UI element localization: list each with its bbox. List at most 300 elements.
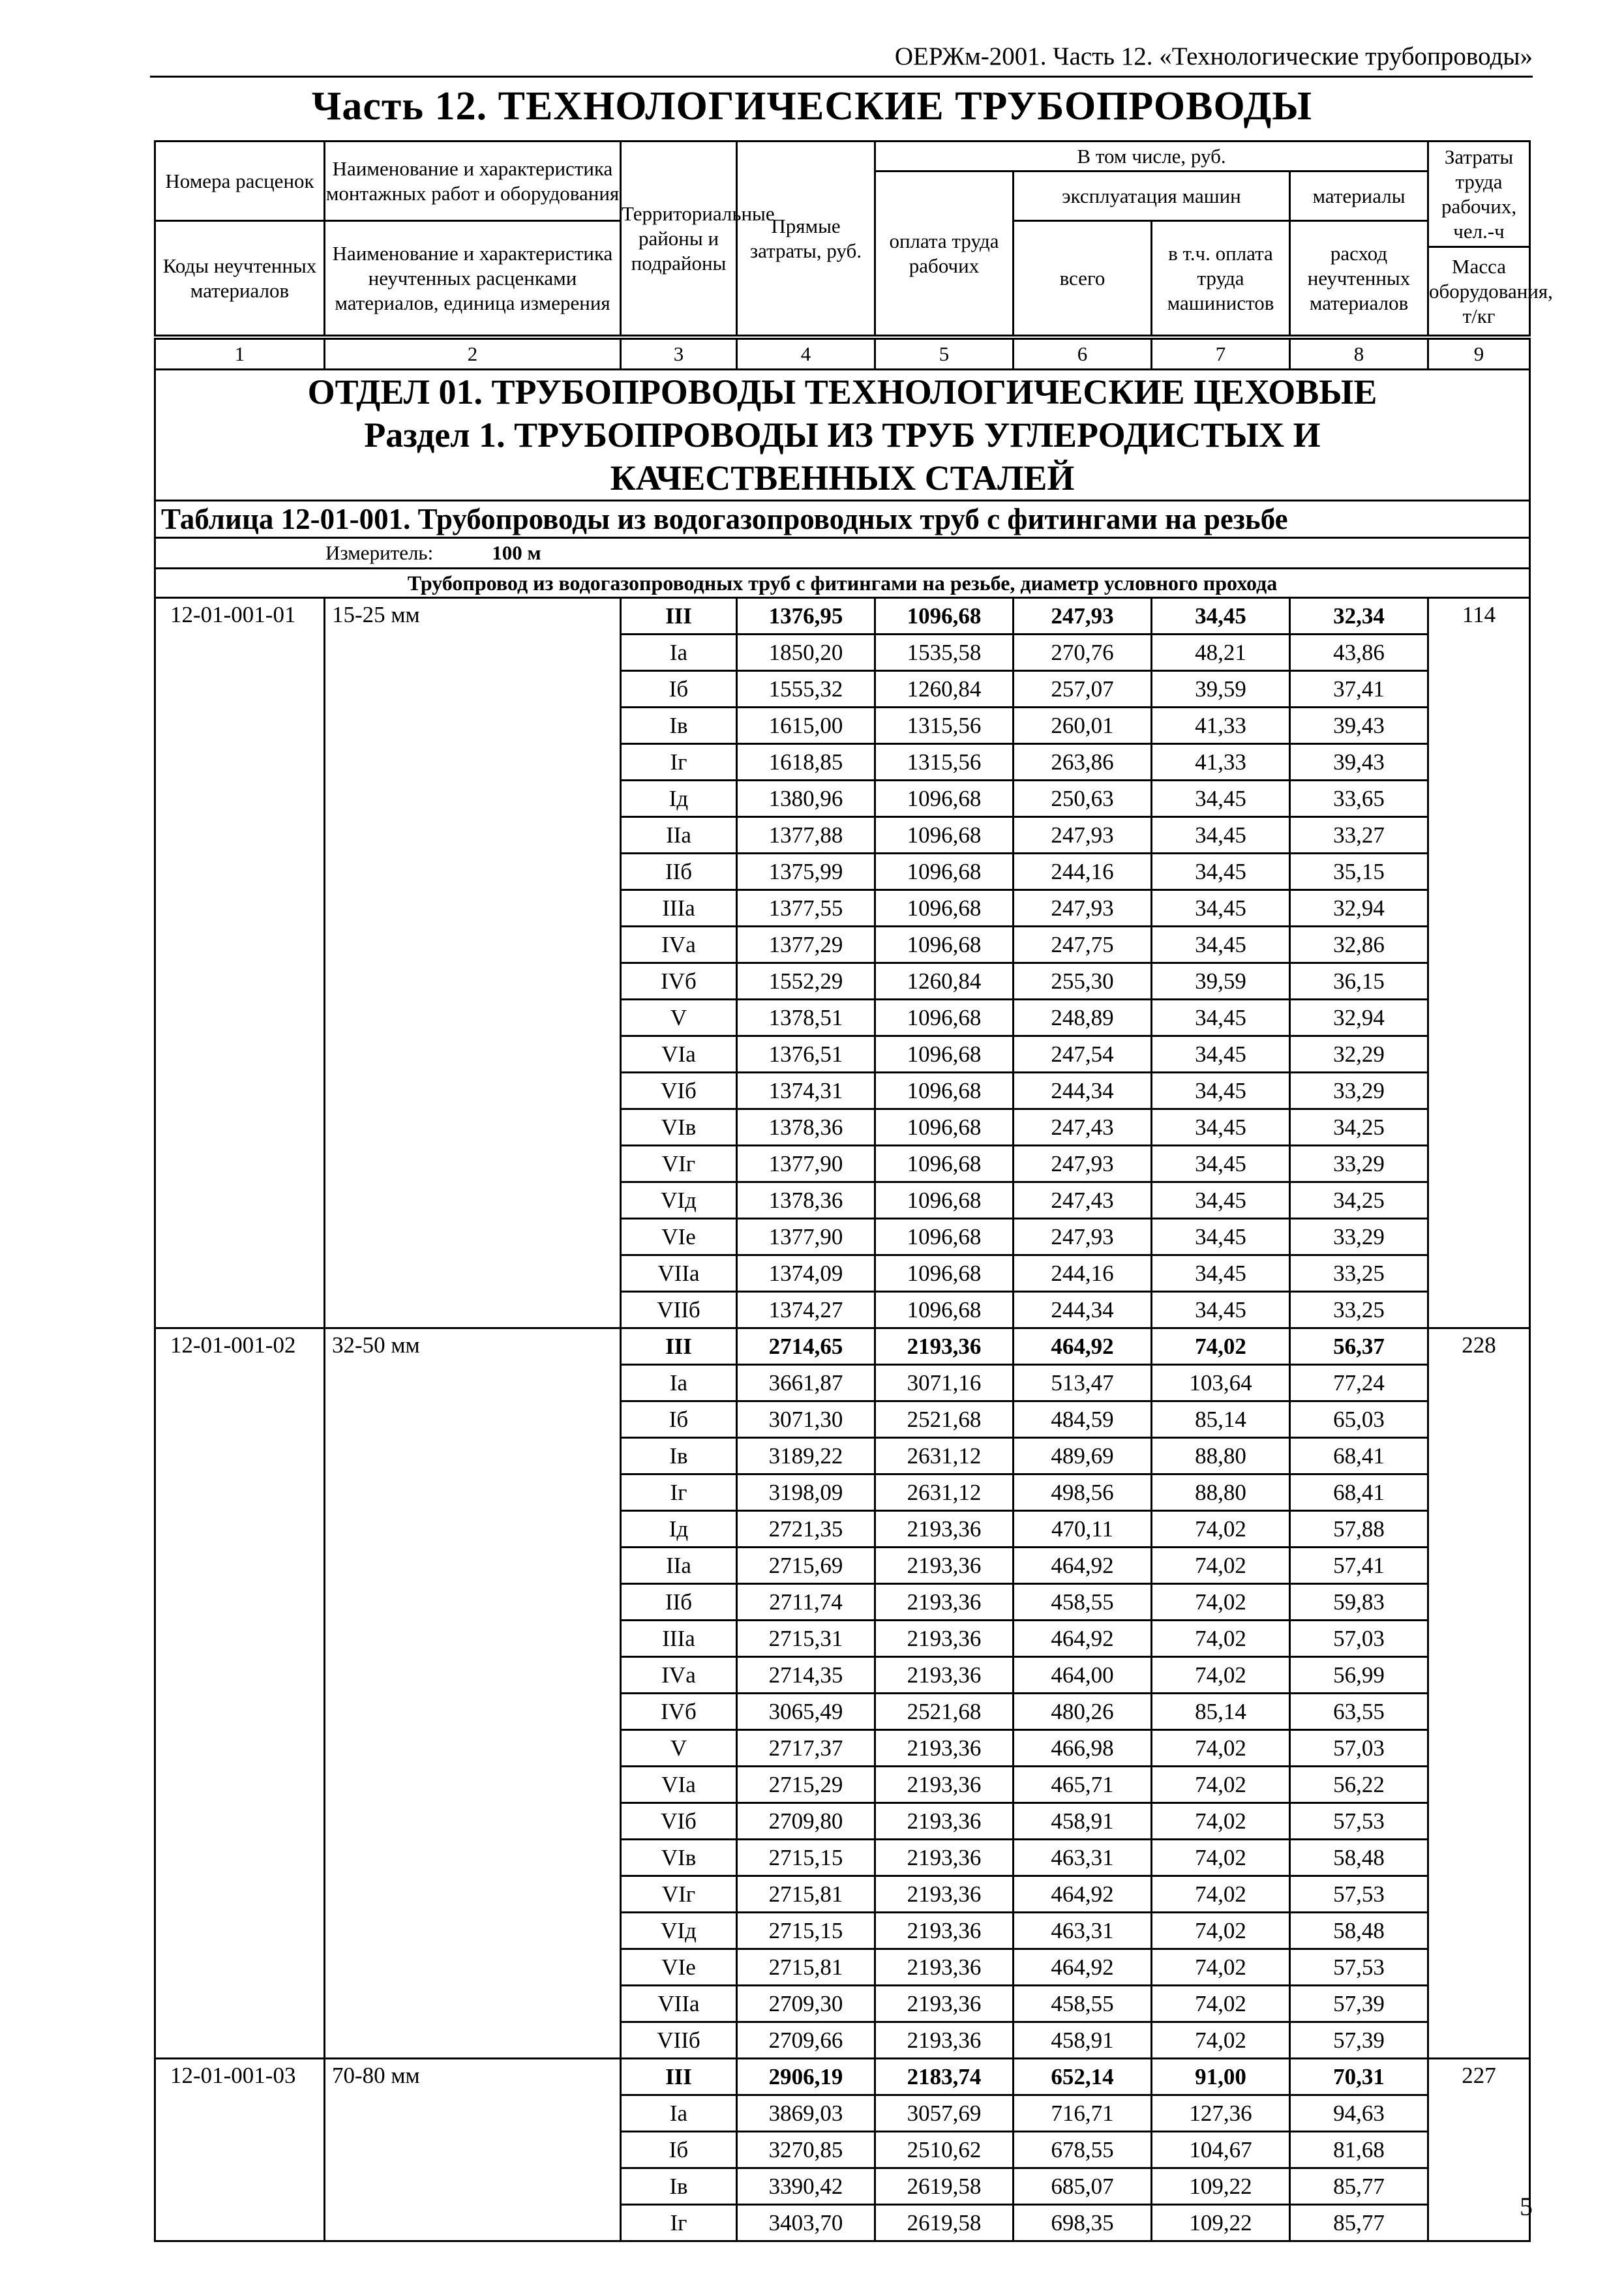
direct-cost: 3198,09 [737,1474,875,1511]
work-name [325,1255,621,1292]
razdel-title-line1: Раздел 1. ТРУБОПРОВОДЫ ИЗ ТРУБ УГЛЕРОДИСТЫХ И [364,415,1321,455]
machinists-pay: 74,02 [1152,1328,1290,1365]
region-code: VIб [621,1073,737,1109]
labor-hours [1428,1036,1530,1073]
labor-pay: 1096,68 [875,781,1014,817]
machinists-pay: 74,02 [1152,1584,1290,1621]
col9-header-bottom: Масса оборудования, т/кг [1428,247,1530,336]
region-code: Iг [621,744,737,781]
rate-code [155,1548,325,1584]
direct-cost: 3869,03 [737,2095,875,2132]
work-name: 70-80 мм [325,2059,621,2095]
running-title: ОЕРЖм-2001. Часть 12. «Технологические трубопроводы» [894,42,1533,70]
machines-total: 716,71 [1014,2095,1152,2132]
table-row [155,1730,1530,1767]
materials: 33,25 [1290,1292,1428,1328]
work-name [325,1438,621,1474]
direct-cost: 1378,36 [737,1109,875,1146]
region-code: VIд [621,1913,737,1949]
materials: 58,48 [1290,1913,1428,1949]
rate-code [155,2168,325,2205]
col1-header-bottom: Коды неучтенных материалов [155,221,325,336]
table-row [155,2132,1530,2168]
labor-pay: 2521,68 [875,1694,1014,1730]
rate-code [155,1109,325,1146]
materials: 57,88 [1290,1511,1428,1548]
region-code: VIе [621,1219,737,1255]
machinists-pay: 91,00 [1152,2059,1290,2095]
materials: 39,43 [1290,708,1428,744]
labor-hours: 114 [1428,598,1530,635]
machinists-pay: 34,45 [1152,1182,1290,1219]
labor-pay: 1096,68 [875,1000,1014,1036]
materials: 56,99 [1290,1657,1428,1694]
direct-cost: 2709,30 [737,1986,875,2022]
machines-total: 465,71 [1014,1767,1152,1803]
otdel-row [155,370,1530,501]
region-code: VIб [621,1803,737,1840]
subheading: Трубопровод из водогазопроводных труб с фитингами на резьбе, диаметр условного прохода [155,569,1530,598]
col1-header-top: Номера расценок [155,142,325,221]
col9-header-top: Затраты труда рабочих, чел.-ч [1428,142,1530,247]
direct-cost: 1378,51 [737,1000,875,1036]
work-name [325,1511,621,1548]
table-row [155,781,1530,817]
region-code: VIд [621,1182,737,1219]
work-name [325,1146,621,1182]
rate-code [155,744,325,781]
labor-hours [1428,1401,1530,1438]
col4-header: Прямые затраты, руб. [737,142,875,336]
region-code: IVб [621,963,737,1000]
machinists-pay: 34,45 [1152,1146,1290,1182]
machines-total: 685,07 [1014,2168,1152,2205]
measure-value: 100 м [492,541,541,564]
machines-total: 458,91 [1014,2022,1152,2059]
rate-code [155,1949,325,1986]
machines-total: 458,91 [1014,1803,1152,1840]
direct-cost: 3270,85 [737,2132,875,2168]
region-code: VIIа [621,1986,737,2022]
direct-cost: 2715,31 [737,1621,875,1657]
rate-code [155,1365,325,1401]
machinists-pay: 34,45 [1152,1073,1290,1109]
labor-pay: 2619,58 [875,2205,1014,2241]
labor-pay: 2193,36 [875,1584,1014,1621]
machines-total: 260,01 [1014,708,1152,744]
materials: 57,39 [1290,2022,1428,2059]
measure-row [155,538,1530,569]
machinists-pay: 39,59 [1152,963,1290,1000]
labor-pay: 1315,56 [875,744,1014,781]
col-number: 8 [1290,339,1428,370]
machines-total: 698,35 [1014,2205,1152,2241]
region-code: V [621,1000,737,1036]
work-name [325,1876,621,1913]
machinists-pay: 34,45 [1152,890,1290,927]
column-number-row [155,339,1530,370]
col5-header: оплата труда рабочих [875,172,1014,336]
work-name [325,2022,621,2059]
machines-total: 464,92 [1014,1949,1152,1986]
col6-header: всего [1014,221,1152,336]
rate-code [155,1182,325,1219]
table-row [155,1292,1530,1328]
direct-cost: 2711,74 [737,1584,875,1621]
page-number: 5 [1520,2192,1533,2221]
labor-pay: 2193,36 [875,1949,1014,1986]
materials: 37,41 [1290,671,1428,708]
labor-pay: 2510,62 [875,2132,1014,2168]
col2-header-top: Наименование и характеристика монтажных работ и оборудования [325,142,621,221]
table-row [155,1621,1530,1657]
machinists-pay: 85,14 [1152,1401,1290,1438]
work-name [325,1730,621,1767]
machines-total: 463,31 [1014,1840,1152,1876]
col-number: 5 [875,339,1014,370]
table-row [155,1949,1530,1986]
materials: 33,29 [1290,1146,1428,1182]
work-name [325,963,621,1000]
materials: 58,48 [1290,1840,1428,1876]
direct-cost: 3071,30 [737,1401,875,1438]
labor-hours [1428,1986,1530,2022]
materials: 43,86 [1290,635,1428,671]
work-name [325,1584,621,1621]
machines-total: 247,75 [1014,927,1152,963]
direct-cost: 2714,65 [737,1328,875,1365]
labor-hours [1428,1292,1530,1328]
work-name [325,890,621,927]
machines-total: 489,69 [1014,1438,1152,1474]
rate-code [155,635,325,671]
region-code: Iв [621,1438,737,1474]
labor-pay: 2193,36 [875,1548,1014,1584]
region-code: Iв [621,708,737,744]
machinists-pay: 74,02 [1152,1986,1290,2022]
col-number: 6 [1014,339,1152,370]
work-name [325,1474,621,1511]
table-row [155,2168,1530,2205]
labor-hours [1428,1474,1530,1511]
materials: 68,41 [1290,1438,1428,1474]
rate-code [155,1876,325,1913]
direct-cost: 2715,81 [737,1876,875,1913]
direct-cost: 1380,96 [737,781,875,817]
materials: 32,94 [1290,890,1428,927]
machinists-pay: 34,45 [1152,1292,1290,1328]
region-code: III [621,598,737,635]
work-name: 32-50 мм [325,1328,621,1365]
work-name [325,2205,621,2241]
materials-header: материалы [1290,172,1428,221]
direct-cost: 3065,49 [737,1694,875,1730]
rate-code [155,1219,325,1255]
machines-total: 247,43 [1014,1182,1152,1219]
work-name [325,1365,621,1401]
labor-hours [1428,1730,1530,1767]
table-row [155,1840,1530,1876]
work-name [325,671,621,708]
table-row [155,1767,1530,1803]
materials: 33,25 [1290,1255,1428,1292]
col-number: 2 [325,339,621,370]
work-name [325,1548,621,1584]
labor-hours [1428,817,1530,854]
materials: 56,37 [1290,1328,1428,1365]
labor-hours [1428,1913,1530,1949]
work-name: 15-25 мм [325,598,621,635]
machinists-pay: 109,22 [1152,2205,1290,2241]
table-row [155,1694,1530,1730]
table-row [155,1401,1530,1438]
region-code: IIIа [621,890,737,927]
region-code: Iа [621,2095,737,2132]
machines-total: 466,98 [1014,1730,1152,1767]
materials: 85,77 [1290,2168,1428,2205]
materials: 32,86 [1290,927,1428,963]
labor-pay: 1096,68 [875,927,1014,963]
region-code: IIб [621,1584,737,1621]
labor-hours [1428,927,1530,963]
direct-cost: 2709,80 [737,1803,875,1840]
labor-pay: 2193,36 [875,1840,1014,1876]
machinists-pay: 74,02 [1152,1840,1290,1876]
work-name [325,927,621,963]
subheading-row [155,569,1530,598]
direct-cost: 1377,90 [737,1146,875,1182]
rate-code [155,1657,325,1694]
work-name [325,1182,621,1219]
col2-header-bottom: Наименование и характеристика неучтенных расценками материалов, единица измерения [325,221,621,336]
materials: 57,39 [1290,1986,1428,2022]
labor-hours [1428,1182,1530,1219]
rate-code: 12-01-001-01 [155,598,325,635]
rate-code [155,1730,325,1767]
labor-pay: 1096,68 [875,1073,1014,1109]
machines-total: 244,16 [1014,1255,1152,1292]
machinists-pay: 74,02 [1152,1621,1290,1657]
materials: 65,03 [1290,1401,1428,1438]
machines-total: 247,54 [1014,1036,1152,1073]
region-code: VIг [621,1146,737,1182]
labor-pay: 1096,68 [875,1036,1014,1073]
machinists-pay: 74,02 [1152,1913,1290,1949]
direct-cost: 2717,37 [737,1730,875,1767]
work-name [325,1694,621,1730]
region-code: IIIа [621,1621,737,1657]
region-code: VIIа [621,1255,737,1292]
materials: 81,68 [1290,2132,1428,2168]
table-row [155,1146,1530,1182]
materials: 35,15 [1290,854,1428,890]
col8-header: расход неучтенных материалов [1290,221,1428,336]
work-name [325,1803,621,1840]
labor-pay: 1096,68 [875,1292,1014,1328]
direct-cost: 2715,69 [737,1548,875,1584]
machines-total: 244,16 [1014,854,1152,890]
work-name [325,1657,621,1694]
table-row [155,927,1530,963]
materials: 57,53 [1290,1803,1428,1840]
rate-code [155,963,325,1000]
materials: 57,41 [1290,1548,1428,1584]
rate-code [155,1986,325,2022]
materials: 57,03 [1290,1621,1428,1657]
labor-hours [1428,1584,1530,1621]
materials: 32,29 [1290,1036,1428,1073]
materials: 70,31 [1290,2059,1428,2095]
direct-cost: 3189,22 [737,1438,875,1474]
region-code: Iг [621,1474,737,1511]
direct-cost: 2715,15 [737,1913,875,1949]
table-row [155,2059,1530,2095]
work-name [325,635,621,671]
materials: 33,65 [1290,781,1428,817]
machines-total: 470,11 [1014,1511,1152,1548]
labor-pay: 2193,36 [875,1730,1014,1767]
labor-hours [1428,2132,1530,2168]
region-code: VIв [621,1109,737,1146]
rate-code [155,2132,325,2168]
machines-total: 247,93 [1014,1146,1152,1182]
rate-code [155,671,325,708]
table-row [155,963,1530,1000]
machinists-pay: 88,80 [1152,1474,1290,1511]
direct-cost: 2714,35 [737,1657,875,1694]
machines-total: 263,86 [1014,744,1152,781]
table-row [155,1913,1530,1949]
machinists-pay: 127,36 [1152,2095,1290,2132]
machines-total: 480,26 [1014,1694,1152,1730]
labor-pay: 2193,36 [875,1803,1014,1840]
machinists-pay: 34,45 [1152,781,1290,817]
region-code: Iг [621,2205,737,2241]
labor-hours [1428,1109,1530,1146]
machinists-pay: 41,33 [1152,708,1290,744]
machinists-pay: 48,21 [1152,635,1290,671]
materials: 32,94 [1290,1000,1428,1036]
machines-total: 248,89 [1014,1000,1152,1036]
machines-total: 652,14 [1014,2059,1152,2095]
machinists-pay: 103,64 [1152,1365,1290,1401]
razdel-title-line2: КАЧЕСТВЕННЫХ СТАЛЕЙ [610,458,1075,498]
region-code: Iб [621,1401,737,1438]
col7-header: в т.ч. оплата труда машинистов [1152,221,1290,336]
column-header-table [154,140,1553,337]
rate-code [155,1511,325,1548]
table-row [155,1584,1530,1621]
rate-code [155,1474,325,1511]
direct-cost: 1377,88 [737,817,875,854]
labor-pay: 2193,36 [875,1657,1014,1694]
labor-pay: 2631,12 [875,1474,1014,1511]
table-row [155,598,1530,635]
measure-label: Измеритель: [325,541,434,564]
table-row [155,1548,1530,1584]
materials: 32,34 [1290,598,1428,635]
rate-code [155,1767,325,1803]
col-number: 4 [737,339,875,370]
labor-hours [1428,1511,1530,1548]
region-code: IIа [621,1548,737,1584]
labor-hours [1428,1694,1530,1730]
labor-pay: 2631,12 [875,1438,1014,1474]
machines-total: 257,07 [1014,671,1152,708]
table-row [155,1986,1530,2022]
direct-cost: 3403,70 [737,2205,875,2241]
table-row [155,671,1530,708]
materials: 77,24 [1290,1365,1428,1401]
rate-code [155,890,325,927]
incl-header: В том числе, руб. [875,142,1428,172]
direct-cost: 1375,99 [737,854,875,890]
machines-total: 464,92 [1014,1621,1152,1657]
materials: 39,43 [1290,744,1428,781]
col-number: 7 [1152,339,1290,370]
machinists-pay: 34,45 [1152,598,1290,635]
rate-code [155,1292,325,1328]
materials: 56,22 [1290,1767,1428,1803]
region-code: VIг [621,1876,737,1913]
labor-pay: 1096,68 [875,854,1014,890]
rate-code [155,1584,325,1621]
table-title: Таблица 12-01-001. Трубопроводы из водогазопроводных труб с фитингами на резьбе [155,501,1530,538]
work-name [325,1219,621,1255]
direct-cost: 2715,81 [737,1949,875,1986]
labor-hours [1428,708,1530,744]
machinists-pay: 104,67 [1152,2132,1290,2168]
work-name [325,1840,621,1876]
machines-total: 247,93 [1014,598,1152,635]
rate-code [155,1000,325,1036]
work-name [325,781,621,817]
labor-hours [1428,2205,1530,2241]
labor-hours [1428,2168,1530,2205]
machinists-pay: 34,45 [1152,1036,1290,1073]
labor-hours [1428,890,1530,927]
region-code: III [621,1328,737,1365]
labor-hours [1428,1219,1530,1255]
region-code: IVб [621,1694,737,1730]
machinists-pay: 74,02 [1152,1767,1290,1803]
direct-cost: 1552,29 [737,963,875,1000]
labor-pay: 1096,68 [875,817,1014,854]
col3-header: Территориальные районы и подрайоны [621,142,737,336]
table-row [155,1657,1530,1694]
rate-code: 12-01-001-03 [155,2059,325,2095]
labor-hours [1428,1255,1530,1292]
rate-code [155,1073,325,1109]
work-name [325,1986,621,2022]
price-table [154,338,1531,2242]
region-code: Iб [621,671,737,708]
table-row [155,2205,1530,2241]
machines-total: 484,59 [1014,1401,1152,1438]
machines-total: 244,34 [1014,1292,1152,1328]
labor-pay: 1096,68 [875,1109,1014,1146]
labor-hours [1428,1548,1530,1584]
region-code: Iа [621,1365,737,1401]
machinists-pay: 109,22 [1152,2168,1290,2205]
materials: 63,55 [1290,1694,1428,1730]
labor-pay: 3071,16 [875,1365,1014,1401]
labor-hours [1428,1767,1530,1803]
work-name [325,1767,621,1803]
materials: 33,27 [1290,817,1428,854]
machinists-pay: 74,02 [1152,1511,1290,1548]
labor-hours [1428,1073,1530,1109]
